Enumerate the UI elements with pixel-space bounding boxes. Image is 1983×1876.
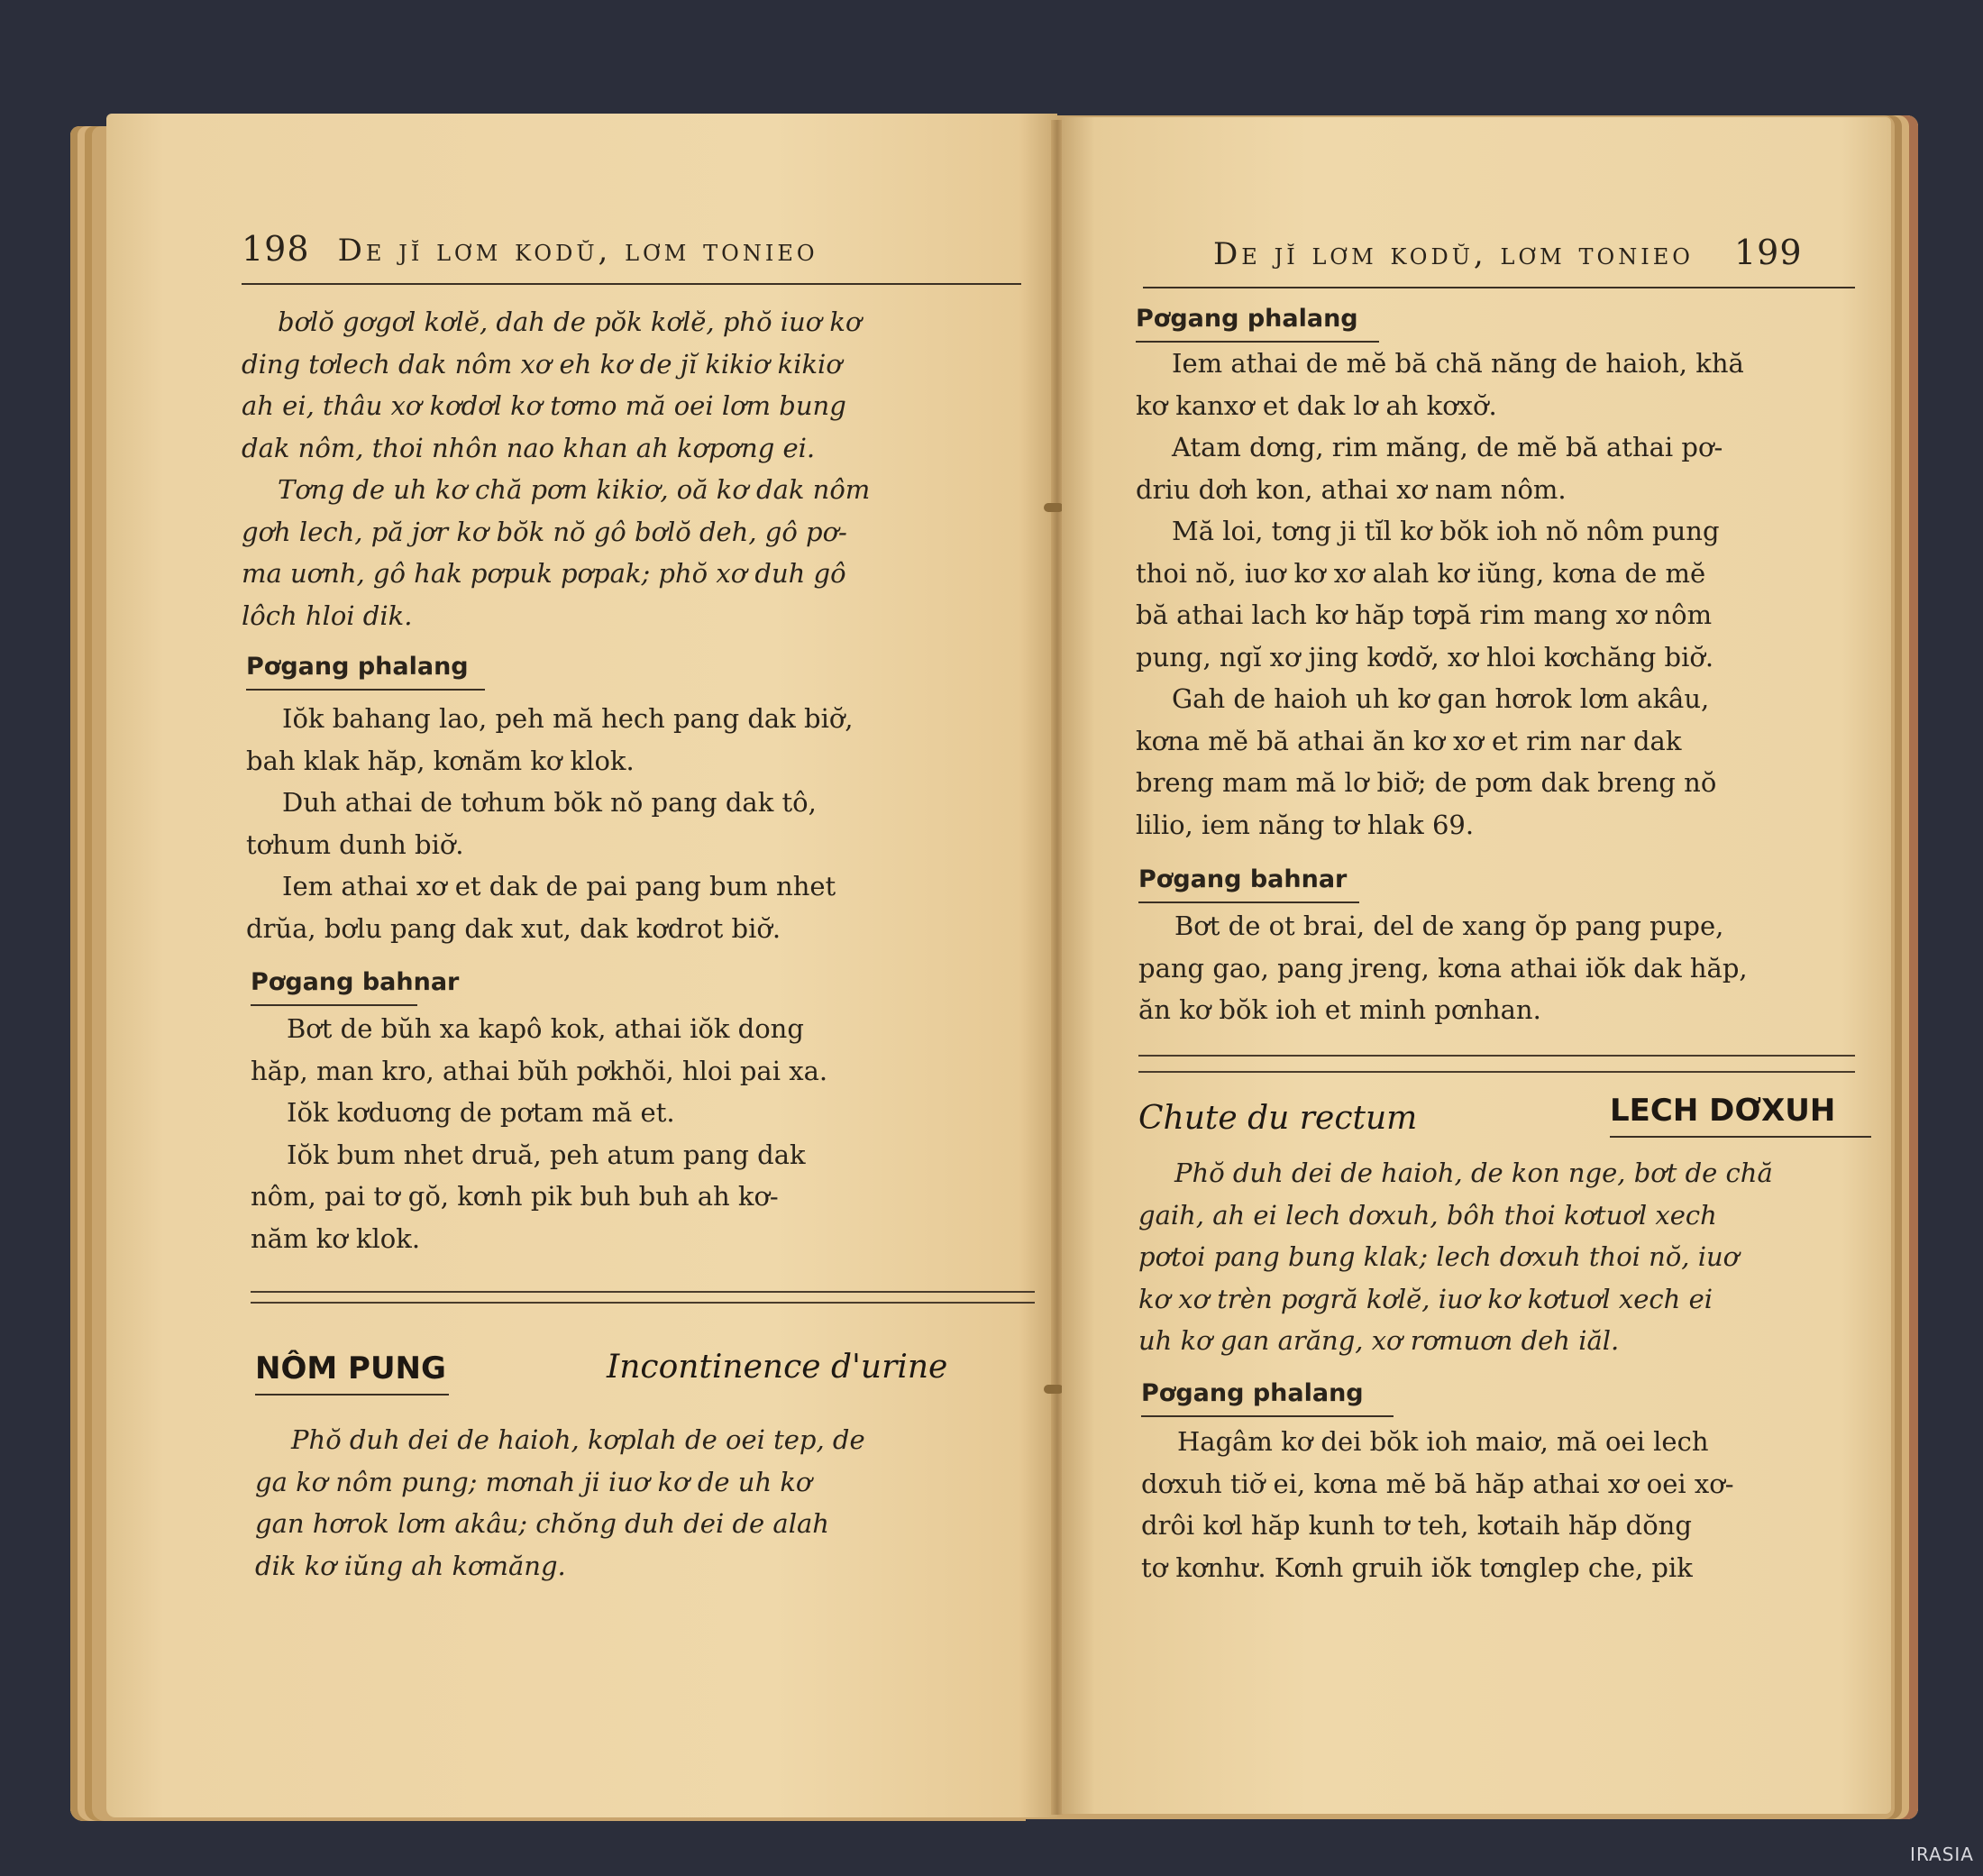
- section-divider: [251, 1302, 1035, 1304]
- subhead-bahnar: Pơgang bahnar: [1138, 865, 1348, 893]
- remedy-phalang-text: [246, 698, 854, 949]
- text-line: uh kơ gan arăng, xơ rơmuơn deh iăl.: [1138, 1325, 1620, 1356]
- subhead-phalang: Pơgang phalang: [246, 653, 469, 681]
- text-line: Iŏk bahang lao, peh mă hech pang dak biơ̆,: [282, 703, 854, 734]
- section-title-rule: [255, 1394, 449, 1396]
- text-line: kơna mĕ bă athai ăn kơ xơ et rim nar dak: [1136, 725, 1682, 756]
- text-line: gan hơrok lơm akâu; chŏng duh dei de alah: [255, 1508, 829, 1539]
- intro-paragraph: [242, 301, 870, 636]
- text-line: dơxuh tiơ̆ ei, kơna mĕ bă hăp athai xơ oei xơ-: [1141, 1468, 1734, 1499]
- open-book: [70, 106, 1918, 1828]
- text-line: Iŏk kơduơng de pơtam mă et.: [287, 1097, 675, 1128]
- text-line: lilio, iem năng tơ hlak 69.: [1136, 809, 1475, 840]
- text-line: hăp, man kro, athai bŭh pơkhŏi, hloi pai xa.: [251, 1055, 828, 1086]
- text-line: Iem athai xơ et dak de pai pang bum nhet: [282, 871, 836, 901]
- text-line: drôi kơl hăp kunh tơ teh, kơtaih hăp dŏng: [1141, 1510, 1692, 1541]
- text-line: pơtoi pang bung klak; lech dơxuh thoi nŏ, iuơ: [1138, 1241, 1740, 1272]
- text-line: Duh athai de tơhum bŏk nŏ pang dak tô,: [282, 787, 817, 818]
- text-line: Bơt de bŭh xa kapô kok, athai iŏk dong: [287, 1013, 804, 1044]
- text-line: ăn kơ bŏk ioh et minh pơnhan.: [1138, 994, 1541, 1025]
- text-line: kơ kanxơ et dak lơ ah kơxơ̆.: [1136, 389, 1497, 421]
- text-line: Phŏ duh dei de haioh, de kon nge, bơt de chă: [1174, 1158, 1773, 1188]
- text-line: bơlŏ gơgơl kơlĕ, dah de pŏk kơlĕ, phŏ iuơ kơ: [278, 307, 862, 337]
- text-line: kơ xơ trèn pơgră kơlĕ, iuơ kơ kơtuơl xech ei: [1138, 1283, 1713, 1314]
- right-page: [1062, 117, 1891, 1814]
- section-title: NÔM PUNG: [255, 1350, 446, 1386]
- text-line: nôm, pai tơ gŏ, kơnh pik buh buh ah kơ-: [251, 1181, 779, 1212]
- text-line: bah klak hăp, kơnăm kơ klok.: [246, 745, 635, 776]
- remedy-bahnar-text: [1138, 905, 1748, 1031]
- text-line: dak nôm, thoi nhôn nao khan ah kơpơng ei.: [242, 432, 816, 463]
- text-line: Tơng de uh kơ chă pơm kikiơ, oă kơ dak nôm: [278, 474, 871, 505]
- text-line: Phŏ duh dei de haioh, kơplah de oei tep, de: [291, 1424, 865, 1455]
- text-line: Gah de haioh uh kơ gan hơrok lơm akâu,: [1172, 683, 1710, 714]
- text-line: ga kơ nôm pung; mơnah ji iuơ kơ de uh kơ: [255, 1466, 812, 1497]
- remedy-phalang-text: [1136, 343, 1744, 846]
- header-rule: [1143, 287, 1855, 288]
- subhead-bahnar: Pơgang bahnar: [251, 968, 460, 996]
- page-number: 199: [1733, 233, 1803, 272]
- text-line: pang gao, pang jreng, kơna athai iŏk dak hăp,: [1138, 952, 1748, 984]
- subhead-phalang: Pơgang phalang: [1136, 305, 1358, 333]
- left-page: [106, 114, 1057, 1817]
- section-divider: [251, 1291, 1035, 1293]
- running-head: De jĭ lơm kodŭ, lơm tonieo: [337, 233, 818, 269]
- section-title: LECH DƠXUH: [1610, 1093, 1836, 1129]
- text-line: Iŏk bum nhet druă, peh atum pang dak: [287, 1139, 806, 1170]
- remedy-phalang-text: [1141, 1421, 1734, 1588]
- section-latin-title: Incontinence d'urine: [607, 1349, 948, 1386]
- text-line: năm kơ klok.: [251, 1222, 421, 1254]
- text-line: gaih, ah ei lech dơxuh, bôh thoi kơtuơl xech: [1138, 1199, 1717, 1231]
- subhead-rule: [251, 1004, 417, 1006]
- text-line: thoi nŏ, iuơ kơ xơ alah kơ iŭng, kơna de mĕ: [1136, 557, 1706, 589]
- text-line: pung, ngĭ xơ jing kơdơ̆, xơ hloi kơchăng biơ̆.: [1136, 641, 1714, 673]
- text-line: lôch hloi dik.: [242, 599, 413, 631]
- text-line: Bơt de ot brai, del de xang ŏp pang pupe,: [1174, 911, 1724, 941]
- subhead-rule: [1141, 1415, 1394, 1417]
- section-intro-paragraph: [255, 1419, 865, 1587]
- watermark: IRASIA: [1910, 1844, 1974, 1865]
- text-line: tơ kơnhư. Kơnh gruih iŏk tơnglep che, pik: [1141, 1551, 1693, 1583]
- text-line: ah ei, thâu xơ kơdơl kơ tơmo mă oei lơm bung: [242, 390, 846, 421]
- running-head: De jĭ lơm kodŭ, lơm tonieo: [1213, 236, 1694, 272]
- remedy-bahnar-text: [251, 1008, 827, 1259]
- section-title-rule: [1610, 1136, 1871, 1138]
- text-line: driu dơh kon, athai xơ nam nôm.: [1136, 473, 1567, 505]
- page-number: 198: [242, 229, 310, 269]
- section-divider: [1138, 1055, 1855, 1057]
- text-line: Hagâm kơ dei bŏk ioh maiơ, mă oei lech: [1177, 1426, 1709, 1457]
- subhead-phalang: Pơgang phalang: [1141, 1379, 1364, 1407]
- section-latin-title: Chute du rectum: [1138, 1100, 1418, 1137]
- section-divider: [1138, 1071, 1855, 1073]
- text-line: bă athai lach kơ hăp tơpă rim mang xơ nôm: [1136, 599, 1713, 630]
- text-line: gơh lech, pă jơr kơ bŏk nŏ gô bơlŏ deh, gô pơ-: [242, 516, 847, 547]
- text-line: ding tơlech dak nôm xơ eh kơ de jĭ kikiơ kikiơ: [242, 348, 842, 380]
- subhead-rule: [1138, 901, 1359, 903]
- section-intro-paragraph: [1138, 1152, 1773, 1362]
- text-line: Iem athai de mĕ bă chă năng de haioh, khă: [1172, 348, 1744, 379]
- text-line: Atam dơng, rim măng, de mĕ bă athai pơ-: [1172, 432, 1723, 462]
- text-line: dik kơ iŭng ah kơmăng.: [255, 1550, 566, 1581]
- text-line: ma uơnh, gô hak pơpuk pơpak; phŏ xơ duh gô: [242, 558, 846, 589]
- subhead-rule: [246, 689, 485, 691]
- text-line: drŭa, bơlu pang dak xut, dak kơdrot biơ̆.: [246, 912, 781, 944]
- binding-stitch: [1044, 1385, 1064, 1394]
- text-line: breng mam mă lơ biơ̆; de pơm dak breng nŏ: [1136, 767, 1717, 798]
- text-line: tơhum dunh biơ̆.: [246, 828, 464, 860]
- header-rule: [242, 283, 1021, 285]
- binding-stitch: [1044, 503, 1064, 512]
- right-page-header: [1213, 233, 1803, 272]
- text-line: Mă loi, tơng ji tĭl kơ bŏk ioh nŏ nôm pung: [1172, 516, 1720, 546]
- left-page-header: [242, 229, 818, 269]
